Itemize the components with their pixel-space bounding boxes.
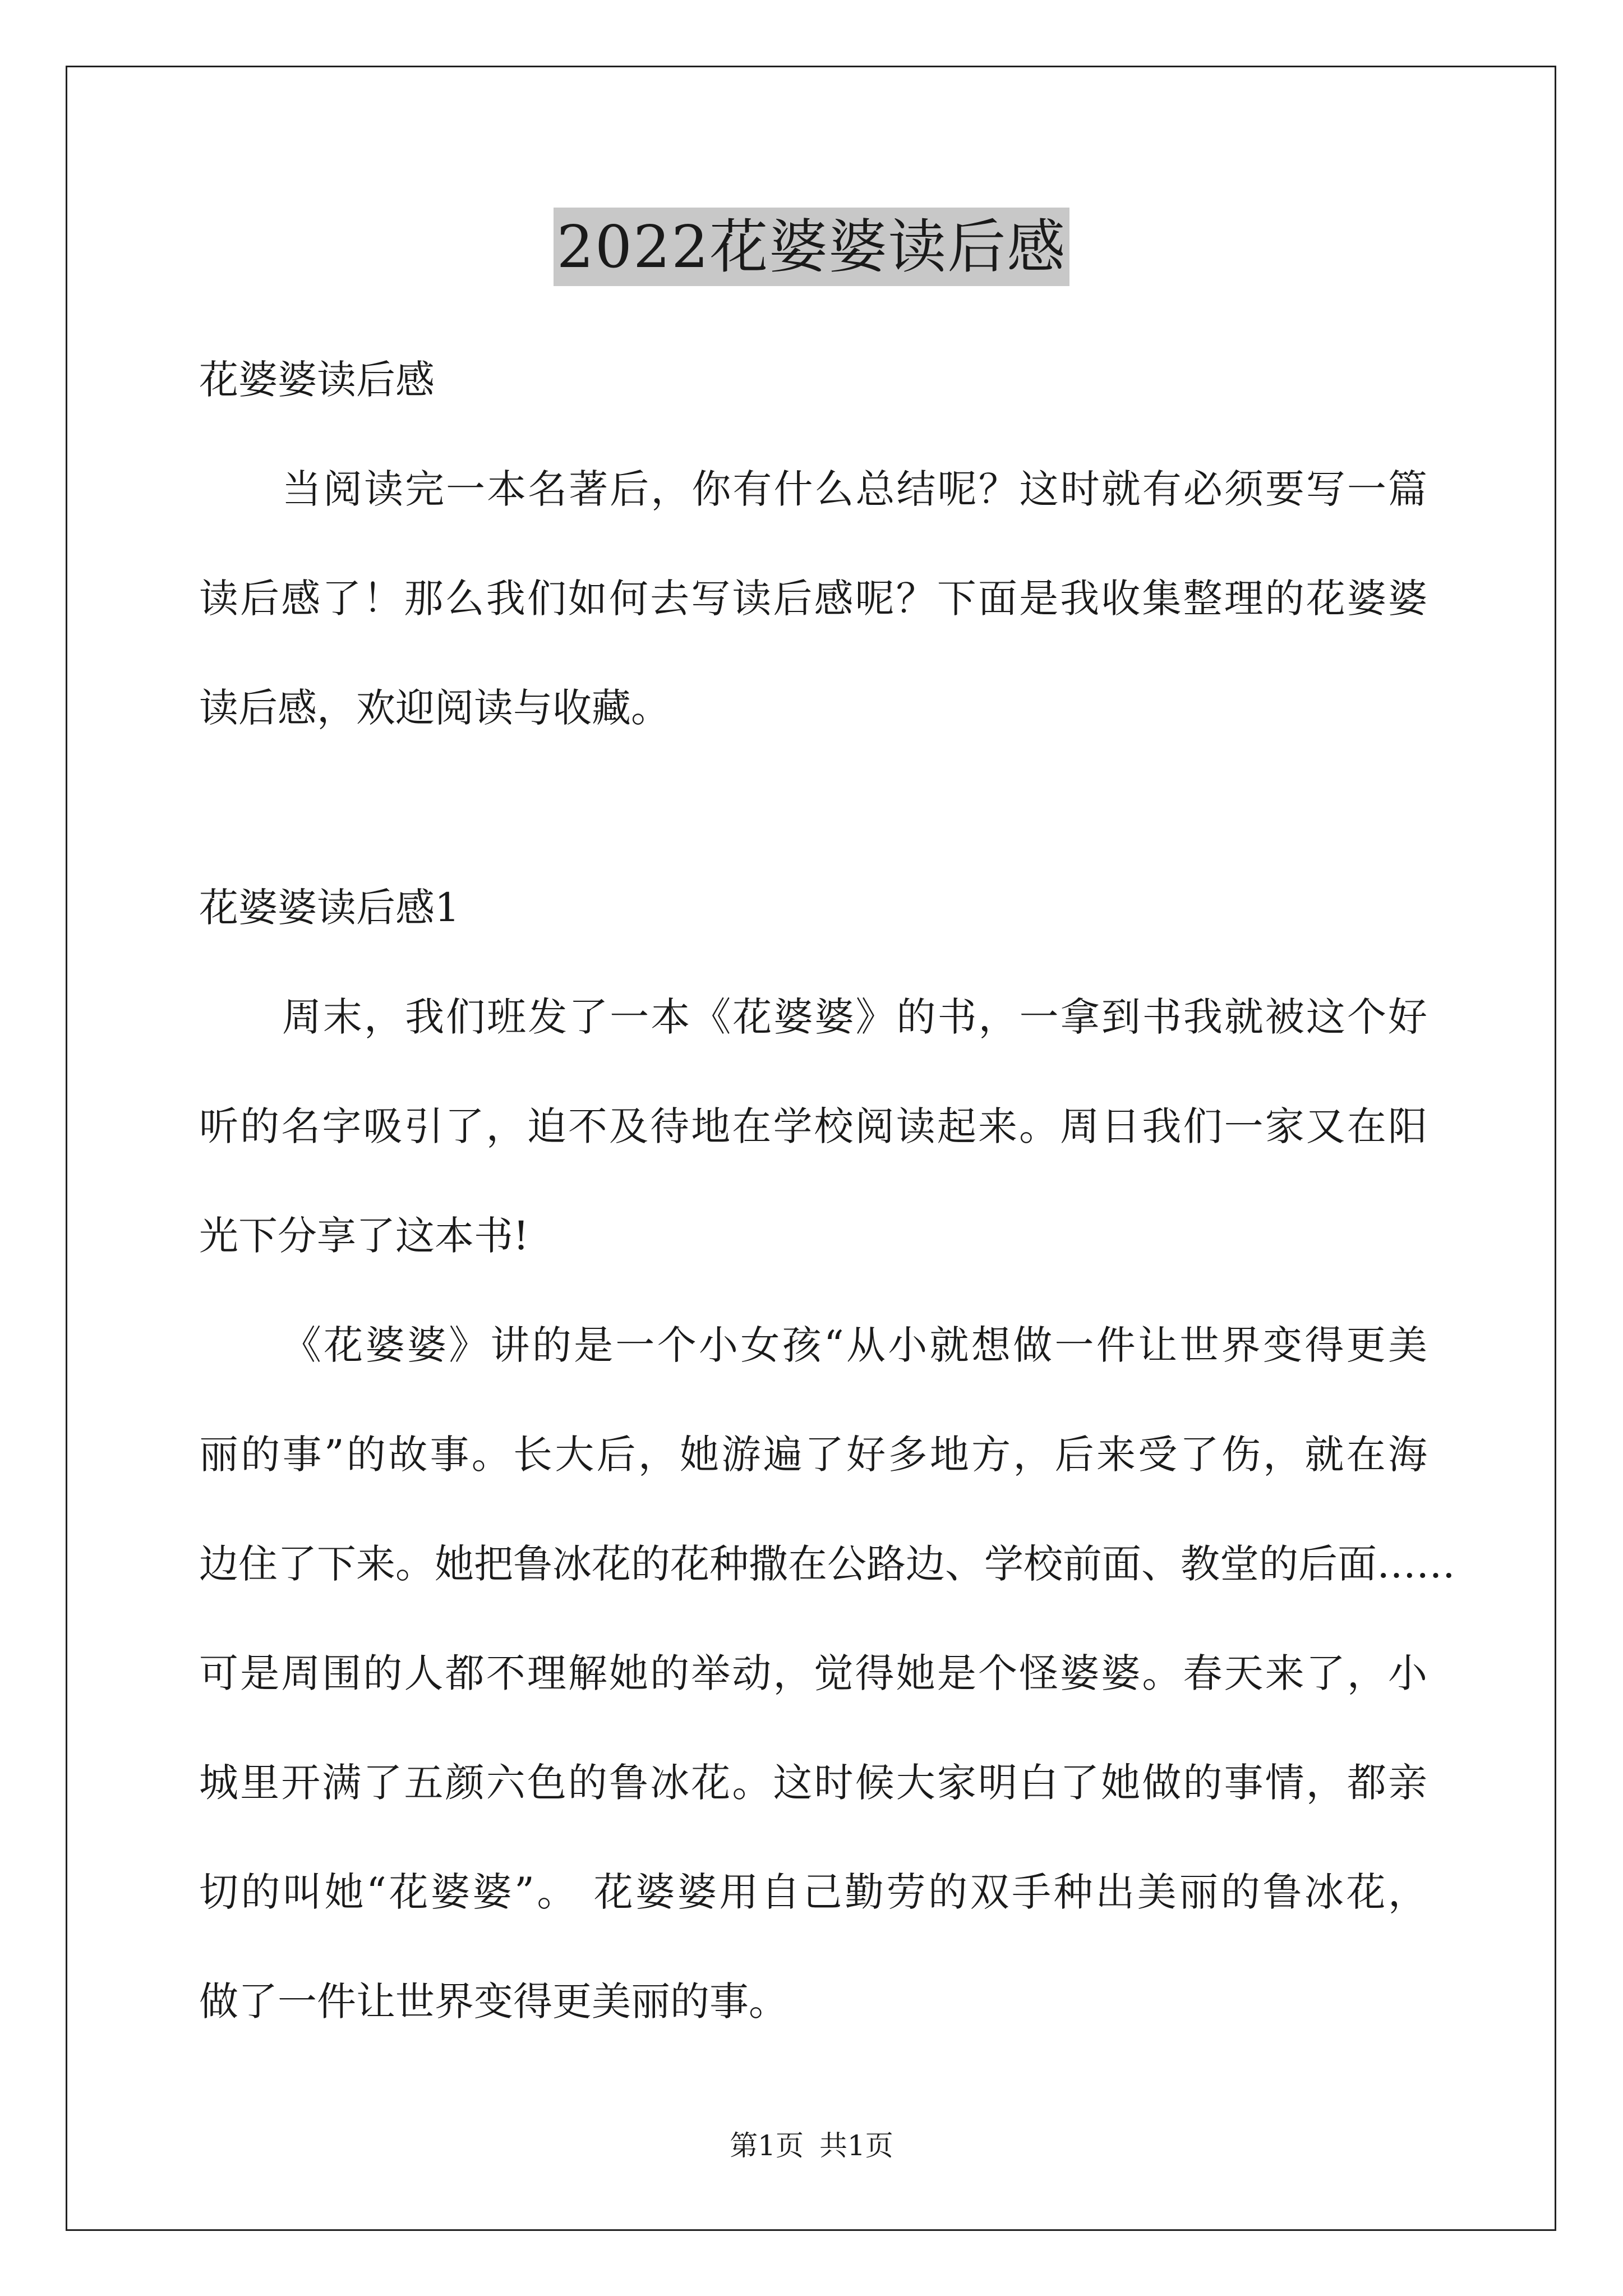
- para2-line-2: 丽的事”的故事。长大后，她游遍了好多地方，后来受了伤，就在海: [199, 1432, 1427, 1478]
- para2-line-7: 做了一件让世界变得更美丽的事。: [199, 1978, 788, 2024]
- intro-line-1: 当阅读完一本名著后，你有什么总结呢？这时就有必须要写一篇: [282, 466, 1427, 512]
- page-total: 共1页: [819, 2129, 893, 2162]
- page-footer: [0, 2126, 1623, 2165]
- title-container: [0, 208, 1623, 286]
- intro-line-3: 读后感，欢迎阅读与收藏。: [199, 685, 670, 731]
- document-title: 2022花婆婆读后感: [554, 208, 1070, 286]
- section1-heading: 花婆婆读后感1: [199, 885, 460, 931]
- para1-line-1: 周末，我们班发了一本《花婆婆》的书，一拿到书我就被这个好: [282, 994, 1427, 1040]
- para2-line-5: 城里开满了五颜六色的鲁冰花。这时候大家明白了她做的事情，都亲: [199, 1760, 1427, 1806]
- para1-line-2: 听的名字吸引了，迫不及待地在学校阅读起来。周日我们一家又在阳: [199, 1103, 1427, 1149]
- intro-heading: 花婆婆读后感: [199, 357, 435, 403]
- para2-line-3: 边住了下来。她把鲁冰花的花种撒在公路边、学校前面、教堂的后面……: [199, 1541, 1455, 1587]
- para2-line-4: 可是周围的人都不理解她的举动，觉得她是个怪婆婆。春天来了，小: [199, 1650, 1427, 1696]
- para1-line-3: 光下分享了这本书!: [199, 1213, 529, 1259]
- intro-line-2: 读后感了！那么我们如何去写读后感呢？下面是我收集整理的花婆婆: [199, 576, 1427, 622]
- page-number: 第1页: [730, 2129, 804, 2162]
- para2-line-1: 《花婆婆》讲的是一个小女孩“从小就想做一件让世界变得更美: [282, 1322, 1427, 1368]
- para2-line-6: 切的叫她“花婆婆”。 花婆婆用自己勤劳的双手种出美丽的鲁冰花，: [199, 1869, 1427, 1915]
